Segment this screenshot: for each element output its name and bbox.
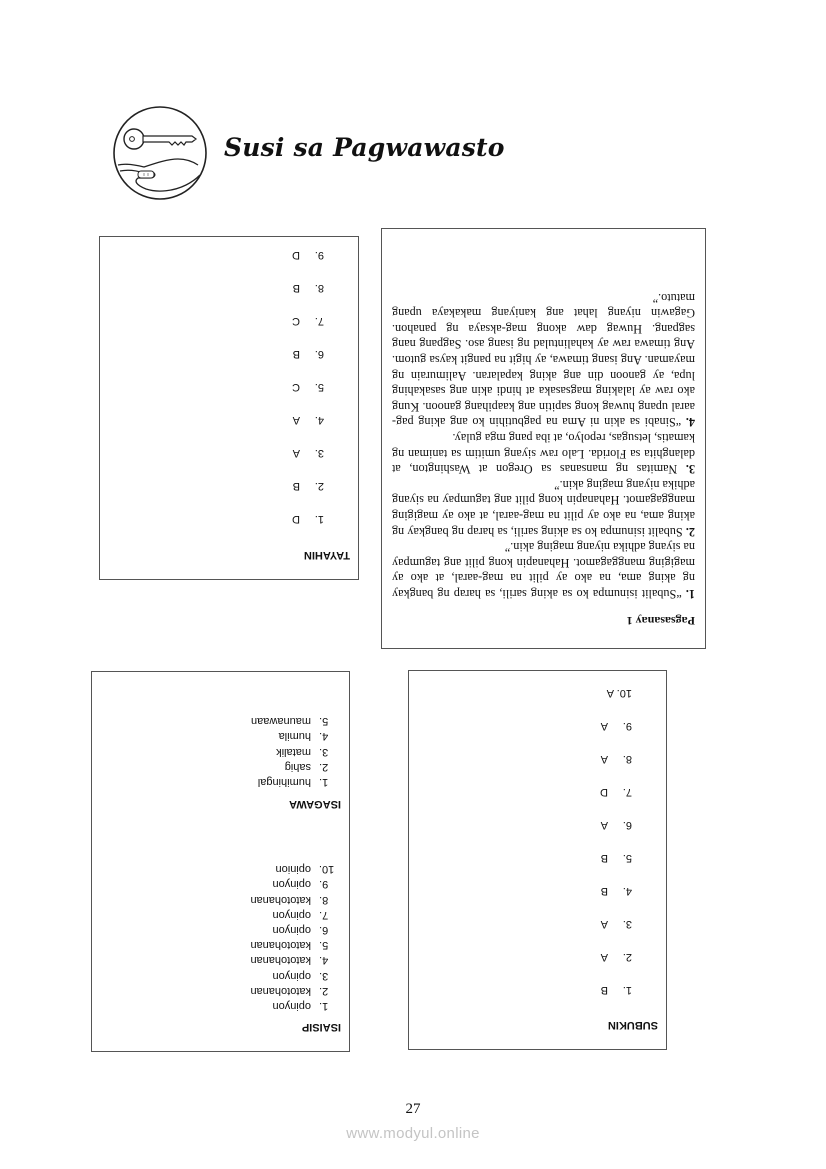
passage-item	[392, 429, 695, 476]
answer-row	[250, 937, 341, 952]
answer-value: katotohanan	[250, 939, 311, 952]
answer-value: A	[292, 414, 300, 426]
answer-value: katotohanan	[250, 954, 311, 967]
passage-item	[392, 539, 695, 601]
answer-number: 3.	[319, 969, 329, 982]
answer-number: 8.	[622, 753, 632, 765]
passage-item-number: 4.	[685, 415, 695, 430]
answer-value: A	[606, 687, 614, 699]
answer-number: 2.	[319, 984, 329, 997]
tayahin-content	[100, 237, 358, 579]
answer-row	[293, 480, 324, 492]
answer-row	[601, 720, 632, 732]
answer-value: B	[292, 480, 300, 492]
answer-row	[250, 876, 341, 891]
passage-item-text: Subalit isinumpa ko sa aking sarili, sa harap ng bangkay ng aking ama, na ako ay pilit na mag-aaral, at ako ay magiging manggagamot. Hahanapin kong pilit ang tagumpay na siyang adhika niyang maging akin.”	[391, 477, 695, 539]
isaisip-title: ISAISIP	[301, 1021, 341, 1033]
answer-row	[601, 984, 632, 996]
answer-number: 8.	[314, 282, 324, 294]
answer-number: 5.	[622, 852, 632, 864]
answer-value: B	[600, 984, 608, 996]
answer-value: humila	[278, 730, 311, 743]
passage-item-text: Namitas ng mansanas sa Oregon at Washington, at dalanghita sa Florida. Lalo raw siyang umitim sa taniman ng kamatis, letsugas, repolyo, at iba pang mga gulay.	[392, 431, 695, 477]
answer-row	[293, 282, 324, 294]
answer-row	[251, 743, 341, 758]
answer-row	[293, 348, 324, 360]
answer-value: B	[600, 852, 608, 864]
passage-box	[381, 228, 706, 649]
subukin-box	[408, 670, 667, 1050]
answer-row	[292, 381, 324, 393]
passage-item-text: “Subalit isinumpa ko sa aking sarili, sa harap ng bangkay ng aking ama, na ako ay pilit na mag-aaral, at ako ay magiging manggagamot. Hahanapin kong pilit ang tagumpay na siyang adhika niyang maging akin.”	[392, 540, 695, 601]
answer-row	[601, 885, 632, 897]
answer-row	[250, 922, 341, 937]
answer-number: 8.	[319, 893, 329, 906]
answer-value: opinyon	[272, 923, 311, 936]
answer-value: A	[600, 951, 608, 963]
answer-row	[251, 713, 341, 728]
answer-number: 10.	[319, 863, 335, 876]
answer-row	[600, 786, 632, 798]
answer-row	[250, 861, 341, 876]
answer-value: B	[292, 348, 300, 360]
answer-value: humihingal	[257, 776, 311, 788]
answer-number: 10.	[616, 687, 632, 699]
answer-value: A	[600, 720, 608, 732]
answer-number: 9.	[314, 249, 324, 261]
answer-value: katotohanan	[250, 984, 311, 997]
answer-number: 4.	[622, 885, 632, 897]
answer-value: A	[600, 753, 608, 765]
answer-value: D	[292, 513, 300, 525]
answer-value: A	[292, 447, 300, 459]
answer-number: 5.	[319, 715, 329, 728]
passage-item	[392, 476, 695, 538]
answer-number: 4.	[319, 954, 329, 967]
answer-row	[250, 952, 341, 967]
answer-row	[601, 753, 632, 765]
key-in-hand-icon	[112, 105, 208, 201]
answer-row	[250, 891, 341, 906]
answer-number: 9.	[622, 720, 632, 732]
answer-row	[251, 759, 341, 774]
subukin-title: SUBUKIN	[607, 1019, 658, 1031]
answer-row	[292, 513, 324, 525]
answer-number: 2.	[622, 951, 632, 963]
answer-value: C	[292, 381, 300, 393]
answer-row	[251, 774, 341, 789]
page-title: Susi sa Pagwawasto	[224, 133, 505, 162]
answer-row	[251, 728, 341, 743]
answer-number: 2.	[319, 760, 329, 773]
answer-number: 3.	[319, 745, 329, 758]
answer-number: 5.	[319, 939, 329, 952]
watermark: www.modyul.online	[346, 1125, 480, 1142]
answer-row	[601, 918, 632, 930]
answer-row	[292, 249, 324, 261]
answer-value: opinyon	[272, 1000, 311, 1012]
answer-value: B	[600, 885, 608, 897]
tayahin-box	[99, 236, 359, 580]
answer-row	[250, 967, 341, 982]
answer-number: 6.	[314, 348, 324, 360]
answer-number: 5.	[314, 381, 324, 393]
passage-item	[392, 289, 695, 429]
passage-item-text: “Sinabi sa akin ni Ama na pagbutihin ko ang aking pag-aaral upang huwag kong sapitin ang kaapihang ganoon. Kung ako raw ay lalaking magsasaka at hindi akin ang sasakahing lupa, ay ganoon din ang aking kapalaran. Aalimurain ng mayaman. Ang isang timawa, ay higit na pangit kaysa gutom. Ang timawa raw ay kahalintulad ng isang aso. Sagpang nang sagpang. Huwag daw akong mag-aksaya ng panahon. Gagawin niyang lahat ang kaniyang makakaya upang matuto.”	[392, 290, 695, 430]
passage-item-number: 2.	[685, 524, 695, 539]
isagawa-list	[251, 713, 341, 789]
answer-number: 1.	[622, 984, 632, 996]
answer-row	[250, 907, 341, 922]
answer-value: opinyon	[272, 878, 311, 891]
answer-value: matalik	[276, 745, 311, 758]
answer-row	[250, 998, 341, 1013]
answer-value: C	[292, 315, 300, 327]
answer-number: 7.	[319, 908, 329, 921]
answer-row	[607, 687, 632, 699]
answer-value: A	[600, 918, 608, 930]
isaisip-isagawa-box	[91, 671, 350, 1052]
answer-row	[293, 414, 324, 426]
page-number: 27	[405, 1101, 421, 1117]
answer-number: 9.	[319, 878, 329, 891]
answer-number: 7.	[622, 786, 632, 798]
answer-row	[601, 951, 632, 963]
answer-value: katotohanan	[250, 893, 311, 906]
answer-number: 1.	[319, 1000, 329, 1012]
answer-number: 4.	[314, 414, 324, 426]
answer-number: 4.	[319, 730, 329, 743]
answer-value: opinion	[275, 863, 311, 876]
answer-number: 7.	[314, 315, 324, 327]
answer-value: maunawaan	[251, 715, 311, 728]
isaisip-list	[250, 861, 341, 1013]
passage-title: Pagsasanay 1	[626, 614, 695, 628]
isagawa-title: ISAGAWA	[289, 798, 341, 810]
answer-value: D	[292, 249, 300, 261]
answer-value: D	[600, 786, 608, 798]
answer-number: 6.	[319, 923, 329, 936]
passage-content	[382, 229, 705, 648]
passage-item-number: 3.	[685, 462, 695, 477]
answer-number: 1.	[314, 513, 324, 525]
answer-value: A	[600, 819, 608, 831]
answer-number: 2.	[314, 480, 324, 492]
subukin-content	[409, 671, 666, 1049]
answer-row	[292, 315, 324, 327]
answer-value: opinyon	[272, 969, 311, 982]
answer-number: 3.	[622, 918, 632, 930]
answer-row	[293, 447, 324, 459]
answer-value: sahig	[284, 760, 311, 773]
answer-row	[601, 852, 632, 864]
answer-value: opinyon	[272, 908, 311, 921]
answer-number: 1.	[319, 776, 329, 788]
answer-row	[601, 819, 632, 831]
answer-row	[250, 983, 341, 998]
answer-number: 6.	[622, 819, 632, 831]
tayahin-title: TAYAHIN	[303, 549, 350, 561]
answer-number: 3.	[314, 447, 324, 459]
isaisip-isagawa-content	[92, 672, 349, 1051]
passage-item-number: 1.	[685, 587, 695, 601]
answer-value: B	[292, 282, 300, 294]
